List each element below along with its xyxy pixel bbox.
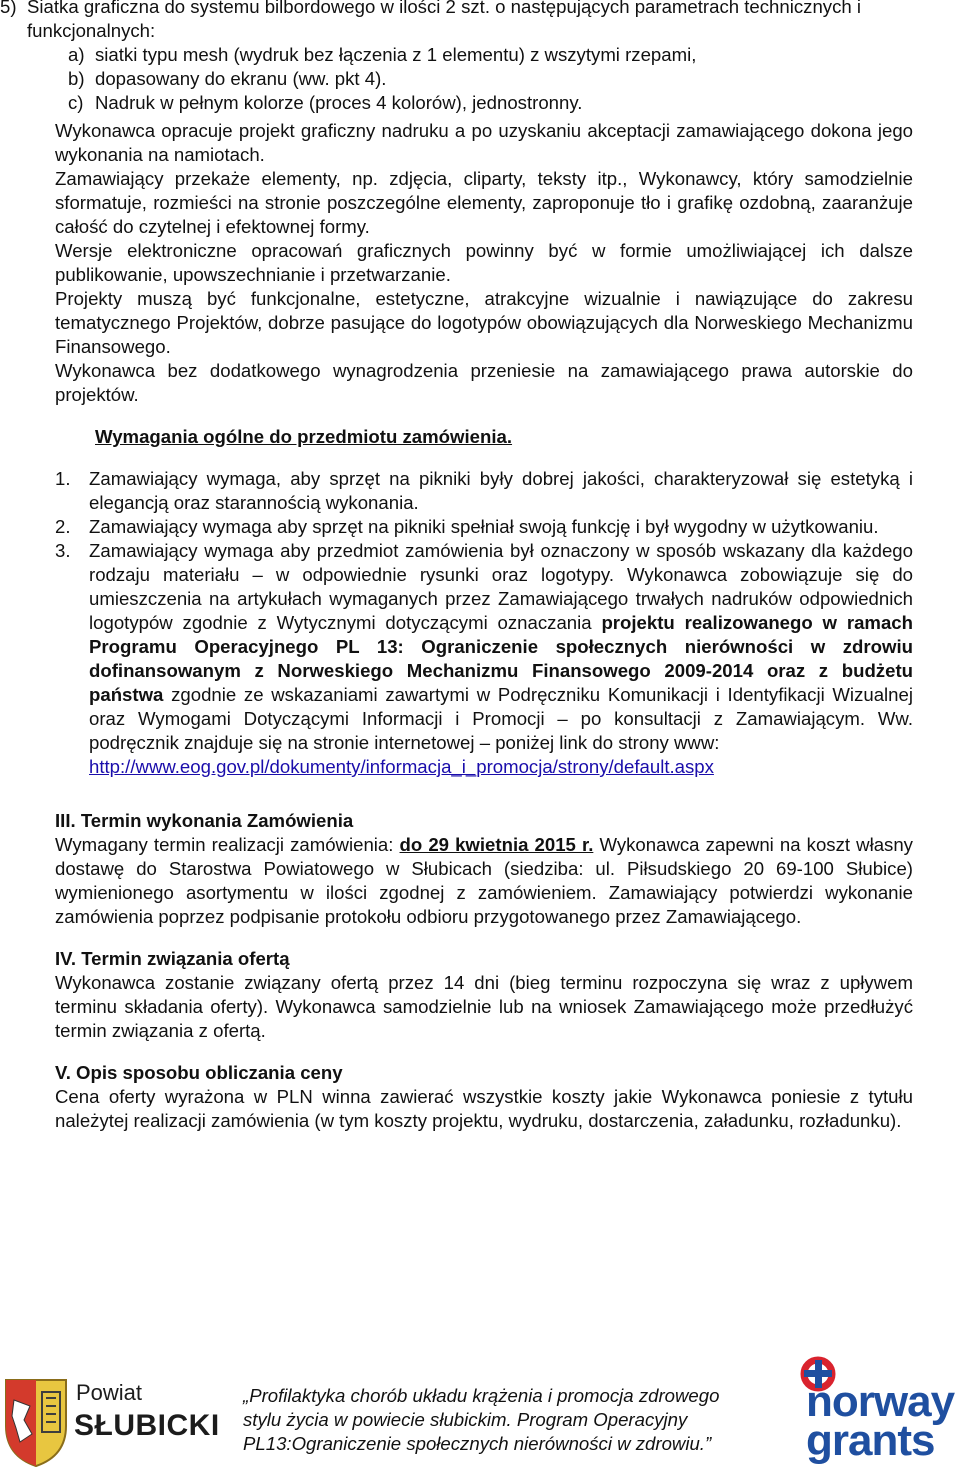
bold-text-run: projektu realizowanego w ramach Programu Operacyjnego PL 13: Ograniczenie społecznych nierówności w zdrowiu dofinansowanym z Norweskiego Mechanizmu Finansowego 2009-2014 oraz z budżetu państwa [89, 612, 913, 705]
paragraph: Projekty muszą być funkcjonalne, estetyczne, atrakcyjne wizualnie i nawiązujące do zakresu tematycznego Projektów, dobrze pasujące do logotypów obowiązujących dla Norweskiego Mechanizmu Finansowego. [55, 288, 913, 357]
sub-list-item-c [68, 91, 913, 115]
requirements-list [55, 467, 913, 779]
text-run: zgodnie ze wskazaniami zawartymi w Podręczniku Komunikacji i Identyfikacji Wizualnej oraz Wymogami Dotyczącymi Informacji i Promocji – po konsultacji z Zamawiającym. Ww. podręcznik znajduje się na stronie internetowej – poniżej link do strony www: [89, 684, 913, 753]
text-run: Wymagany termin realizacji zamówienia: [55, 834, 400, 855]
sub-list-text: Nadruk w pełnym kolorze (proces 4 kolorów), jednostronny. [95, 92, 583, 113]
requirement-item-3 [55, 539, 913, 779]
powiat-label: Powiat [76, 1380, 143, 1405]
sub-list-letter: b) [68, 68, 85, 89]
grants-word: grants [806, 1416, 935, 1465]
list-item-5 [0, 0, 913, 43]
guidelines-link[interactable]: http://www.eog.gov.pl/dokumenty/informacja_i_promocja/strony/default.aspx [89, 756, 714, 777]
list-number: 2. [55, 516, 71, 537]
footer-line: stylu życia w powiecie słubickim. Program Operacyjny [243, 1409, 688, 1430]
sub-list-item-a [68, 43, 913, 67]
paragraph: Zamawiający przekaże elementy, np. zdjęcia, cliparty, teksty itp., Wykonawcy, który samodzielnie sformatuje, rozmieści na stronie poszczególne elementy, zaproponuje tło i grafikę ozdobną, zaaranżuje całość do czytelnej i efektownej formy. [55, 168, 913, 237]
list-number: 5) [0, 0, 17, 17]
list-number: 3. [55, 540, 71, 561]
text-run: Wykonawca zapewni na koszt własny dostawę do Starostwa Powiatowego w Słubicach (siedziba: ul. Piłsudskiego 20 69-100 Słubice) wymienionego asortymentu w ilości zgodnej z zamówieniem. Zamawiający potwierdzi wykonanie zamówienia poprzez podpisanie protokołu odbioru przygotowanego przez Zamawiającego. [55, 834, 913, 927]
requirement-item-2 [55, 515, 913, 539]
requirements-title: Wymagania ogólne do przedmiotu zamówienia. [95, 426, 513, 447]
list-item-text: Zamawiający wymaga, aby sprzęt na pikniki były dobrej jakości, charakteryzował się estetyką i elegancją oraz starannością wykonania. [89, 468, 913, 513]
section-text [55, 833, 913, 929]
list-item-text [89, 539, 913, 779]
sub-list-text: siatki typu mesh (wydruk bez łączenia z 1 elementu) z wszytymi rzepami, [95, 44, 697, 65]
sub-list-item-b [68, 67, 913, 91]
powiat-logo [2, 1376, 242, 1468]
paragraph: Wersje elektroniczne opracowań graficznych powinny być w formie umożliwiającej ich dalsze publikowanie, upowszechnianie i przetwarzanie. [55, 240, 913, 285]
section-heading-iii: III. Termin wykonania Zamówienia [55, 810, 354, 831]
sub-list-letter: a) [68, 44, 85, 65]
coat-of-arms-icon [2, 1376, 70, 1468]
requirement-item-1 [55, 467, 913, 515]
section-text: Wykonawca zostanie związany ofertą przez 14 dni (bieg terminu rozpoczyna się wraz z upływem terminu składania oferty). Wykonawca samodzielnie lub na wniosek Zamawiającego może przedłużyć termin związania z ofertą. [55, 972, 913, 1041]
list-item-text: Siatka graficzna do systemu bilbordowego w ilości 2 szt. o następujących parametrach technicznych i funkcjonalnych: [27, 0, 862, 41]
footer-program-text [243, 1384, 803, 1456]
list-item-text: Zamawiający wymaga aby sprzęt na pikniki spełniał swoją funkcję i był wygodny w użytkowaniu. [89, 516, 879, 537]
section-heading-iv: IV. Termin związania ofertą [55, 948, 290, 969]
footer [0, 1350, 960, 1475]
text-run: Zamawiający wymaga aby przedmiot zamówienia był oznaczony w sposób wskazany dla każdego rodzaju materiału – w odpowiednie rysunki oraz logotypy. Wykonawca zobowiązuje się do umieszczenia na artykułach wymaganych przez Zamawiającego trwałych nadruków odpowiednich logotypów zgodnie z Wytycznymi dotyczącymi oznaczania [89, 540, 913, 633]
section-text: Cena oferty wyrażona w PLN winna zawierać wszystkie koszty jakie Wykonawca poniesie z tytułu należytej realizacji zamówienia (w tym koszty projektu, wydruku, dostarczenia, załadunku, rozładunku). [55, 1086, 913, 1131]
deadline-text: do 29 kwietnia 2015 r. [399, 834, 594, 855]
footer-line: PL13:Ograniczenie społecznych nierówności w zdrowiu.” [243, 1433, 712, 1454]
paragraph: Wykonawca opracuje projekt graficzny nadruku a po uzyskaniu akceptacji zamawiającego dokona jego wykonania na namiotach. [55, 120, 913, 165]
sub-list-letter: c) [68, 92, 84, 113]
paragraph: Wykonawca bez dodatkowego wynagrodzenia przeniesie na zamawiającego prawa autorskie do projektów. [55, 360, 913, 405]
sub-list [34, 43, 913, 115]
norway-grants-logo [784, 1352, 960, 1472]
norway-word: norway [806, 1377, 955, 1426]
sub-list-text: dopasowany do ekranu (ww. pkt 4). [95, 68, 387, 89]
list-number: 1. [55, 468, 71, 489]
footer-line: „Profilaktyka chorób układu krążenia i promocja zdrowego [243, 1385, 720, 1406]
powiat-name: SŁUBICKI [74, 1409, 220, 1442]
section-heading-v: V. Opis sposobu obliczania ceny [55, 1062, 343, 1083]
